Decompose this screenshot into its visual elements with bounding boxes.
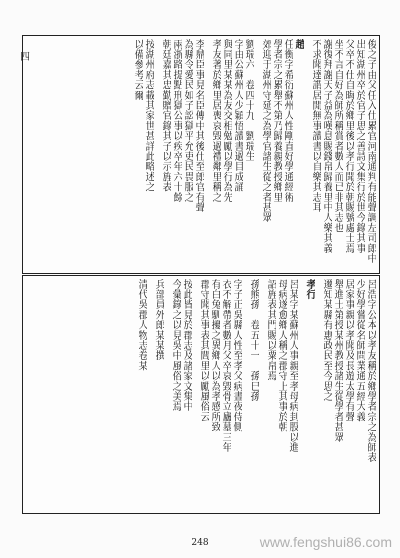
top-text-column: 不求聞達謂居閒無事讀書以自樂其志耳	[310, 39, 321, 213]
bottom-text-column: 呂某字某蘇州人事親至孝母病刲股以進	[287, 279, 298, 453]
bottom-text-column: 有白兔馴擾之異鄉人以為孝感所致	[209, 279, 220, 432]
top-text-column: 朝廷嘉其忠勤贈官錄其子以示旌表	[160, 39, 171, 192]
bottom-text-column: 兵部員外郎某某撰	[153, 279, 164, 361]
bottom-text-column: 呂浩字公本以孝友稱於鄉學者宗之為師表	[365, 279, 376, 463]
top-text-column: 俊之子由父任入仕累官河南通判有能聲調左司郎中	[365, 39, 376, 264]
top-text-column: 李鼎臣事見名臣傳中其後仕至郎官有聲	[193, 39, 204, 213]
bottom-text-column: 母病遂愈鄉人稱之郡守上其事於朝	[276, 279, 287, 432]
top-columns	[26, 39, 376, 270]
bottom-text-column: 清代吳郡人物志卷某	[136, 279, 147, 371]
page-number: 248	[191, 538, 209, 548]
bottom-text-column: 遷知某縣有惠政民至今思之	[321, 279, 332, 402]
top-text-column: 出知湖州卒於官子思之善詩文集行於世今錄其事	[354, 39, 365, 254]
top-text-column: 孝友著於鄉里居喪哀毀過禮鄰里稱之	[210, 39, 221, 203]
top-text-panel	[22, 35, 380, 274]
top-margin-label: 四	[20, 52, 30, 63]
top-text-column: 按湖州府志載其家世甚詳此略述之	[143, 39, 154, 192]
top-text-column: 趙	[293, 39, 304, 50]
top-text-column: 父卒不仕自晦於鄉里後以孝行聞於朝賜號處士焉	[343, 39, 354, 254]
top-text-column: 劉瑞六 卷四十九 劉瑞生	[243, 39, 254, 162]
bottom-text-column: 居家事親以孝聞及長遊太學有聲	[343, 279, 354, 422]
bottom-columns	[26, 279, 376, 510]
bottom-text-column: 孫熊孫 卷五十一 孫巳孫	[248, 279, 259, 402]
bottom-text-column: 字子正吳縣人性至孝父病晝夜侍側	[231, 279, 242, 432]
top-text-column: 謝復拜謝天子益為嘆息賜錢帛歸養里中人樂其義	[321, 39, 332, 254]
bottom-text-column: 詔旌表其門賜以粟帛焉	[265, 279, 276, 381]
top-text-column: 學者宗之累舉不第乃歸養親教授鄉里	[271, 39, 282, 203]
bottom-text-column: 舉進士第授某州教授諸生從學者甚眾	[332, 279, 343, 443]
bottom-text-column: 孝行	[304, 279, 315, 300]
top-text-column: 為縣令愛民如子訟獄平允吏民畏服之	[182, 39, 193, 203]
top-text-column: 任衡字希衍蘇州人性剛直好學通經術	[282, 39, 293, 203]
bottom-text-column: 今彙錄之以見吳中風俗之美焉	[170, 279, 181, 412]
top-text-column: 字由公蘇州人少穎悟讀書過目成誦	[232, 39, 243, 192]
bottom-text-column: 郡守聞其事表其閭里以勵風俗云	[198, 279, 209, 422]
top-text-column: 以備參考云爾	[132, 39, 143, 101]
top-text-column: 郊迎于湖州守延之為學官諸生從之者甚眾	[260, 39, 271, 223]
watermark-text: www.fengshui86.com	[259, 534, 392, 550]
top-text-column: 兩浙路提點刑獄公事以疾卒年六十餘	[171, 39, 182, 203]
bottom-text-column: 少好學嘗從名師問業通五經大義	[354, 279, 365, 422]
top-text-column: 與同里某某為友交相勉勵以學行為先	[221, 39, 232, 203]
bottom-text-panel	[22, 275, 380, 514]
bottom-text-column: 按此皆見於郡志及諸家文集中	[181, 279, 192, 412]
bottom-text-column: 衣不解帶者數月父卒哀毀骨立廬墓三年	[220, 279, 231, 453]
top-text-column: 坐不言自好為師所稱賞者數人而已非其志也	[332, 39, 343, 233]
